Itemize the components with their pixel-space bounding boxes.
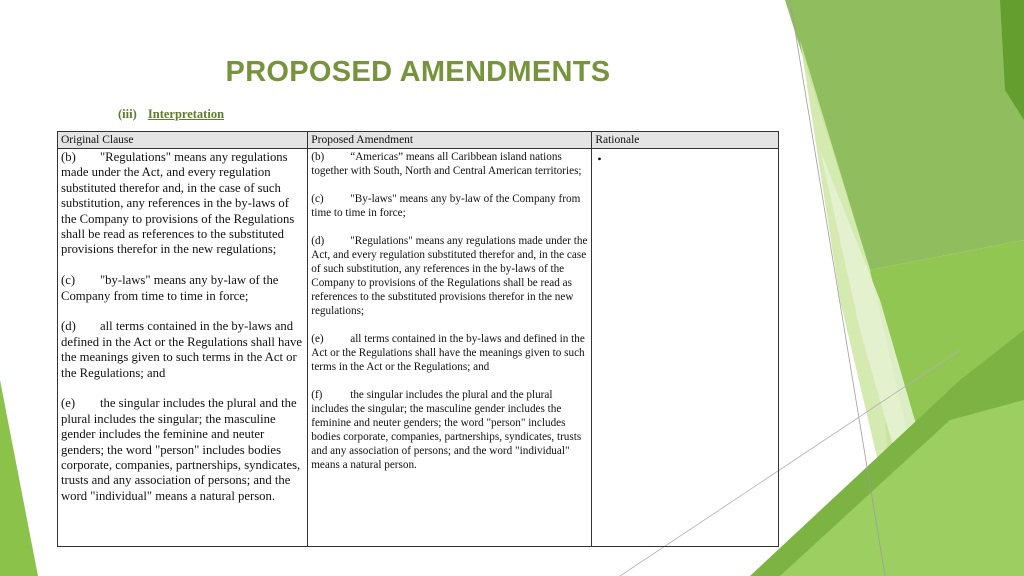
proposed-clause-f bbox=[311, 388, 588, 472]
decor-facet-light bbox=[800, 40, 940, 576]
bullet-icon: • bbox=[597, 152, 602, 166]
proposed-clause-d bbox=[311, 234, 588, 318]
decor-facet-bottom bbox=[750, 330, 1024, 576]
original-clause-b bbox=[61, 150, 304, 258]
clause-text: "Regulations" means any regulations made under the Act, and every regulation substituted therefor and, in the case of such substitution, any references in the by-laws of the Company to provisions of the Regulations shall be read as references to the substituted provisions therefor in the new regulations; bbox=[311, 235, 588, 317]
proposed-clause-c bbox=[311, 192, 588, 220]
clause-text: "Regulations" means any regulations made under the Act, and every regulation substituted therefor and, in the case of such substitution, any references in the by-laws of the Company to provisions of the Regulations shall be read as references to the substituted provisions therefor in the new regulations; bbox=[61, 150, 295, 257]
proposed-clause-e bbox=[311, 332, 588, 374]
decor-facet-dark bbox=[1000, 0, 1024, 120]
clause-tag: (b) bbox=[61, 150, 76, 164]
table-row bbox=[58, 149, 779, 547]
rationale-cell bbox=[592, 149, 779, 547]
clause-tag: (d) bbox=[311, 235, 325, 247]
clause-tag: (f) bbox=[311, 389, 323, 401]
clause-tag: (d) bbox=[61, 319, 76, 334]
header-proposed-amendment: Proposed Amendment bbox=[308, 132, 592, 149]
clause-text: the singular includes the plural and the plural includes the singular; the masculine gender includes the feminine and neuter genders; the word "person" includes bodies corporate, companies, partnerships, syndicates, trusts and any association of persons; and the word "individual" means a natural person. bbox=[61, 396, 301, 503]
clause-text: "by-laws" means any by-law of the Company from time to time in force; bbox=[61, 273, 279, 303]
clause-tag: (e) bbox=[311, 333, 324, 345]
header-rationale: Rationale bbox=[592, 132, 779, 149]
clause-text: “Americas” means all Caribbean island nations together with South, North and Central American territories; bbox=[311, 151, 582, 177]
original-clause-cell bbox=[58, 149, 308, 547]
amendments-table bbox=[57, 131, 779, 547]
decor-facet-mid bbox=[870, 240, 1024, 576]
header-original-clause: Original Clause bbox=[58, 132, 308, 149]
clause-text: all terms contained in the by-laws and defined in the Act or the Regulations shall have the meanings given to such terms in the Act or the Regulations; and bbox=[311, 333, 585, 373]
original-clause-d bbox=[61, 319, 304, 381]
clause-tag: (c) bbox=[311, 193, 324, 205]
clause-text: all terms contained in the by-laws and defined in the Act or the Regulations shall have the meanings given to such terms in the Act or the Regulations; and bbox=[61, 319, 302, 380]
clause-text: the singular includes the plural and the plural includes the singular; the masculine gender includes the feminine and neuter genders; the word "person" includes bodies corporate, companies, partnerships, syndicates, trusts and any association of persons; and the word "individual" means a natural person. bbox=[311, 389, 582, 471]
section-number: (iii) bbox=[118, 107, 137, 121]
decor-facet-bottom-light bbox=[780, 400, 1024, 576]
clause-tag: (c) bbox=[61, 273, 76, 288]
table-header-row bbox=[58, 132, 779, 149]
decor-left-shard bbox=[0, 380, 38, 576]
clause-tag: (e) bbox=[61, 396, 76, 411]
clause-tag: (b) bbox=[311, 151, 325, 163]
proposed-clause-b bbox=[311, 150, 588, 178]
proposed-amendment-cell bbox=[308, 149, 592, 547]
section-heading bbox=[118, 107, 224, 122]
slide-title: PROPOSED AMENDMENTS bbox=[225, 56, 611, 88]
original-clause-c bbox=[61, 273, 304, 304]
section-label: Interpretation bbox=[147, 107, 225, 121]
original-clause-e bbox=[61, 396, 304, 504]
clause-text: "By-laws" means any by-law of the Company from time to time in force; bbox=[311, 193, 581, 219]
decor-facet-pale bbox=[820, 150, 960, 576]
decor-facet-top bbox=[785, 0, 1024, 270]
